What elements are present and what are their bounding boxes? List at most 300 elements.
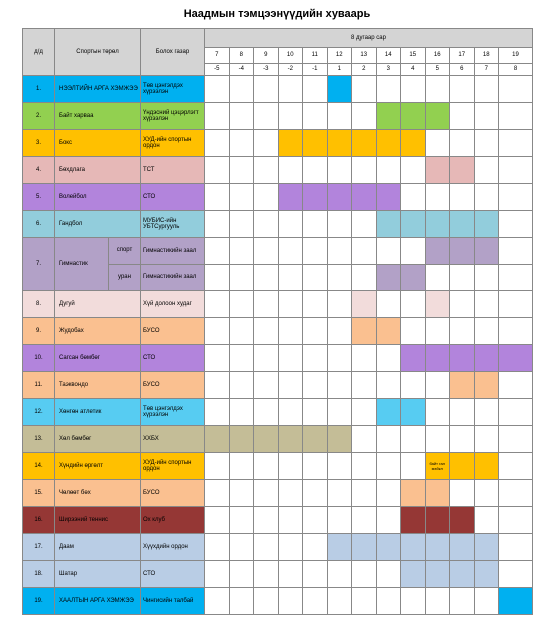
schedule-cell-filled xyxy=(474,453,499,480)
schedule-cell xyxy=(352,157,377,184)
schedule-cell-filled xyxy=(303,184,328,211)
schedule-cell xyxy=(229,238,254,265)
schedule-cell xyxy=(278,238,303,265)
schedule-cell xyxy=(376,453,401,480)
venue: СТО xyxy=(141,184,205,211)
table-row xyxy=(23,130,533,157)
schedule-cell-filled xyxy=(401,103,426,130)
schedule-cell-filled xyxy=(425,561,450,588)
schedule-cell xyxy=(474,426,499,453)
venue: БУСО xyxy=(141,318,205,345)
schedule-cell-filled xyxy=(425,211,450,238)
schedule-cell xyxy=(376,561,401,588)
schedule-cell xyxy=(254,372,279,399)
schedule-cell xyxy=(352,345,377,372)
row-number: 16. xyxy=(23,507,55,534)
row-number: 9. xyxy=(23,318,55,345)
venue: БУСО xyxy=(141,372,205,399)
venue: ТСТ xyxy=(141,157,205,184)
sport-name: Гимнастик xyxy=(55,238,109,291)
sport-name: Хүндийн өргөлт xyxy=(55,453,141,480)
schedule-cell-filled xyxy=(425,103,450,130)
schedule-cell xyxy=(303,399,328,426)
table-row xyxy=(23,184,533,211)
schedule-cell xyxy=(229,211,254,238)
schedule-cell xyxy=(499,291,533,318)
schedule-cell xyxy=(229,291,254,318)
schedule-cell xyxy=(327,480,352,507)
sport-name: Гандбол xyxy=(55,211,141,238)
venue: Ох клуб xyxy=(141,507,205,534)
schedule-cell xyxy=(474,264,499,291)
sport-name: Бөхдлага xyxy=(55,157,141,184)
schedule-cell xyxy=(229,453,254,480)
schedule-cell xyxy=(499,103,533,130)
schedule-cell-filled xyxy=(425,345,450,372)
schedule-cell xyxy=(450,103,475,130)
sport-name: Таэквондо xyxy=(55,372,141,399)
schedule-cell xyxy=(499,211,533,238)
table-row xyxy=(23,211,533,238)
schedule-cell xyxy=(229,318,254,345)
schedule-cell xyxy=(205,480,230,507)
schedule-cell xyxy=(303,238,328,265)
day-number: 7 xyxy=(205,48,230,64)
schedule-cell xyxy=(499,534,533,561)
header-place: Болох газар xyxy=(141,29,205,76)
schedule-table xyxy=(22,28,533,615)
schedule-cell xyxy=(401,291,426,318)
schedule-cell xyxy=(254,318,279,345)
schedule-cell-filled xyxy=(376,534,401,561)
schedule-cell xyxy=(352,453,377,480)
schedule-cell xyxy=(229,399,254,426)
day-number: 17 xyxy=(450,48,475,64)
schedule-cell xyxy=(254,103,279,130)
schedule-cell xyxy=(450,291,475,318)
schedule-cell-filled xyxy=(352,534,377,561)
schedule-cell-filled xyxy=(401,480,426,507)
schedule-cell xyxy=(229,157,254,184)
schedule-cell xyxy=(425,588,450,615)
schedule-cell xyxy=(254,211,279,238)
venue: ХУД-ийн спортын ордон xyxy=(141,130,205,157)
schedule-cell xyxy=(303,588,328,615)
schedule-cell xyxy=(327,372,352,399)
schedule-cell-filled xyxy=(450,534,475,561)
schedule-cell-filled xyxy=(376,264,401,291)
schedule-cell xyxy=(401,426,426,453)
day-number: 16 xyxy=(425,48,450,64)
schedule-cell-filled xyxy=(205,426,230,453)
table-row xyxy=(23,480,533,507)
sport-name: Волейбол xyxy=(55,184,141,211)
row-number: 11. xyxy=(23,372,55,399)
schedule-cell-filled xyxy=(327,426,352,453)
schedule-cell xyxy=(254,480,279,507)
table-row xyxy=(23,345,533,372)
table-row xyxy=(23,291,533,318)
schedule-cell-filled xyxy=(376,318,401,345)
schedule-cell xyxy=(278,291,303,318)
schedule-cell xyxy=(401,238,426,265)
schedule-cell xyxy=(352,507,377,534)
schedule-cell xyxy=(352,561,377,588)
schedule-cell xyxy=(254,130,279,157)
schedule-cell-filled xyxy=(474,372,499,399)
row-number: 5. xyxy=(23,184,55,211)
schedule-cell-filled xyxy=(278,184,303,211)
sport-name: Сагсан бөмбөг xyxy=(55,345,141,372)
schedule-cell-filled xyxy=(327,534,352,561)
schedule-cell xyxy=(229,561,254,588)
row-number: 12. xyxy=(23,399,55,426)
schedule-cell xyxy=(376,507,401,534)
venue: ХУД-ийн спортын ордон xyxy=(141,453,205,480)
schedule-cell xyxy=(474,318,499,345)
schedule-cell-filled xyxy=(450,211,475,238)
day-offset: -5 xyxy=(205,64,230,76)
table-row xyxy=(23,372,533,399)
venue: ХХБХ xyxy=(141,426,205,453)
schedule-cell-filled xyxy=(278,130,303,157)
schedule-cell xyxy=(474,184,499,211)
schedule-cell xyxy=(474,103,499,130)
schedule-cell xyxy=(425,372,450,399)
row-number: 3. xyxy=(23,130,55,157)
cell-note: байт гал мэйкл xyxy=(429,461,446,471)
schedule-cell xyxy=(254,588,279,615)
table-row xyxy=(23,426,533,453)
schedule-cell xyxy=(327,507,352,534)
row-number: 6. xyxy=(23,211,55,238)
schedule-cell xyxy=(425,318,450,345)
day-offset: 5 xyxy=(425,64,450,76)
sport-name: ХААЛТЫН АРГА ХЭМЖЭЭ xyxy=(55,588,141,615)
schedule-cell xyxy=(278,103,303,130)
schedule-cell-filled xyxy=(474,211,499,238)
schedule-cell xyxy=(450,480,475,507)
table-row xyxy=(23,76,533,103)
schedule-cell xyxy=(327,238,352,265)
schedule-cell xyxy=(352,264,377,291)
row-number: 17. xyxy=(23,534,55,561)
venue: Хүүхдийн ордон xyxy=(141,534,205,561)
schedule-cell-filled xyxy=(425,238,450,265)
venue: СТО xyxy=(141,561,205,588)
table-row xyxy=(23,318,533,345)
schedule-cell xyxy=(352,372,377,399)
schedule-cell-filled xyxy=(278,426,303,453)
sport-name: Дугуй xyxy=(55,291,141,318)
table-row xyxy=(23,534,533,561)
schedule-cell xyxy=(205,130,230,157)
schedule-cell-filled xyxy=(450,507,475,534)
schedule-cell xyxy=(278,76,303,103)
venue: Төв цэнгэлдэх хүрээлэн xyxy=(141,76,205,103)
schedule-cell xyxy=(450,588,475,615)
schedule-cell-filled xyxy=(401,507,426,534)
schedule-cell-filled xyxy=(376,399,401,426)
schedule-cell-filled xyxy=(450,561,475,588)
schedule-cell-filled xyxy=(352,130,377,157)
schedule-cell xyxy=(474,480,499,507)
schedule-cell xyxy=(327,399,352,426)
schedule-cell xyxy=(205,318,230,345)
schedule-cell-filled xyxy=(425,157,450,184)
schedule-cell-filled xyxy=(303,130,328,157)
schedule-cell xyxy=(425,184,450,211)
schedule-cell xyxy=(229,345,254,372)
schedule-cell-filled xyxy=(352,318,377,345)
schedule-cell xyxy=(205,291,230,318)
schedule-cell xyxy=(499,372,533,399)
schedule-cell xyxy=(303,318,328,345)
schedule-cell xyxy=(499,157,533,184)
day-offset: 4 xyxy=(401,64,426,76)
schedule-cell-filled xyxy=(352,184,377,211)
schedule-cell xyxy=(474,399,499,426)
schedule-cell-filled xyxy=(401,264,426,291)
schedule-cell xyxy=(401,453,426,480)
row-number: 1. xyxy=(23,76,55,103)
schedule-cell-filled xyxy=(425,507,450,534)
schedule-cell xyxy=(205,345,230,372)
schedule-cell xyxy=(254,184,279,211)
schedule-cell xyxy=(229,372,254,399)
schedule-cell xyxy=(205,184,230,211)
schedule-cell xyxy=(327,291,352,318)
schedule-cell xyxy=(499,399,533,426)
schedule-cell-filled xyxy=(376,211,401,238)
day-offset: 2 xyxy=(352,64,377,76)
schedule-cell xyxy=(303,291,328,318)
schedule-cell xyxy=(303,453,328,480)
schedule-cell xyxy=(278,318,303,345)
schedule-cell-filled xyxy=(425,453,450,480)
schedule-cell xyxy=(376,238,401,265)
schedule-cell xyxy=(254,345,279,372)
schedule-cell xyxy=(229,184,254,211)
schedule-cell xyxy=(254,76,279,103)
day-offset: 6 xyxy=(450,64,475,76)
schedule-cell-filled xyxy=(376,130,401,157)
table-row xyxy=(23,588,533,615)
schedule-cell-filled xyxy=(474,238,499,265)
day-number: 14 xyxy=(376,48,401,64)
schedule-cell xyxy=(278,157,303,184)
schedule-cell xyxy=(254,399,279,426)
schedule-cell xyxy=(376,426,401,453)
schedule-cell xyxy=(205,372,230,399)
schedule-cell xyxy=(499,76,533,103)
schedule-cell xyxy=(254,561,279,588)
sport-name: НЭЭЛТИЙН АРГА ХЭМЖЭЭ xyxy=(55,76,141,103)
schedule-cell xyxy=(499,238,533,265)
schedule-cell xyxy=(425,130,450,157)
schedule-cell-filled xyxy=(401,561,426,588)
schedule-cell xyxy=(499,507,533,534)
schedule-cell xyxy=(376,372,401,399)
row-number: 15. xyxy=(23,480,55,507)
schedule-cell-filled xyxy=(303,426,328,453)
schedule-cell xyxy=(376,480,401,507)
schedule-cell xyxy=(303,372,328,399)
schedule-cell-filled xyxy=(401,534,426,561)
schedule-cell xyxy=(401,184,426,211)
sport-name: Жудобах xyxy=(55,318,141,345)
schedule-cell xyxy=(303,534,328,561)
schedule-cell xyxy=(450,76,475,103)
schedule-cell-filled xyxy=(401,211,426,238)
day-offset: 8 xyxy=(499,64,533,76)
schedule-cell-filled xyxy=(425,534,450,561)
sport-name: Бокс xyxy=(55,130,141,157)
day-offset: -1 xyxy=(303,64,328,76)
row-number: 7. xyxy=(23,238,55,291)
schedule-cell-filled xyxy=(450,157,475,184)
day-number: 11 xyxy=(303,48,328,64)
schedule-cell-filled xyxy=(254,426,279,453)
schedule-cell-filled xyxy=(376,103,401,130)
table-row xyxy=(23,507,533,534)
schedule-cell-filled xyxy=(327,130,352,157)
table-row xyxy=(23,399,533,426)
sport-name: Ширээний теннис xyxy=(55,507,141,534)
schedule-cell xyxy=(205,238,230,265)
schedule-cell xyxy=(499,453,533,480)
schedule-cell-filled xyxy=(450,238,475,265)
schedule-cell xyxy=(376,157,401,184)
schedule-cell xyxy=(303,211,328,238)
day-offset: 3 xyxy=(376,64,401,76)
schedule-cell-filled xyxy=(425,291,450,318)
venue: СТО xyxy=(141,345,205,372)
schedule-cell xyxy=(450,184,475,211)
day-number: 15 xyxy=(401,48,426,64)
sport-subtype: спорт xyxy=(109,238,141,265)
row-number: 13. xyxy=(23,426,55,453)
schedule-cell xyxy=(229,480,254,507)
schedule-cell xyxy=(327,211,352,238)
schedule-cell-filled xyxy=(401,399,426,426)
schedule-cell xyxy=(278,211,303,238)
sport-name: Чөлөөт бөх xyxy=(55,480,141,507)
schedule-cell xyxy=(303,103,328,130)
venue: Чингисийн талбай xyxy=(141,588,205,615)
schedule-cell xyxy=(229,264,254,291)
schedule-cell xyxy=(303,561,328,588)
header-month: 8 дугаар сар xyxy=(205,29,533,48)
schedule-cell xyxy=(474,291,499,318)
venue: Төв цэнгэлдэх хүрээлэн xyxy=(141,399,205,426)
schedule-cell xyxy=(376,291,401,318)
schedule-cell xyxy=(376,345,401,372)
schedule-cell xyxy=(327,157,352,184)
schedule-cell xyxy=(376,76,401,103)
schedule-cell-filled xyxy=(425,480,450,507)
day-number: 19 xyxy=(499,48,533,64)
schedule-cell xyxy=(205,157,230,184)
row-number: 2. xyxy=(23,103,55,130)
day-number: 12 xyxy=(327,48,352,64)
schedule-cell xyxy=(499,318,533,345)
schedule-cell xyxy=(303,480,328,507)
schedule-cell-filled xyxy=(401,130,426,157)
schedule-cell-filled xyxy=(327,184,352,211)
schedule-cell xyxy=(229,534,254,561)
page-title: Наадмын тэмцээнүүдийн хуваарь xyxy=(183,8,371,20)
schedule-cell xyxy=(450,264,475,291)
schedule-cell xyxy=(205,399,230,426)
schedule-cell xyxy=(278,453,303,480)
table-row xyxy=(23,103,533,130)
schedule-cell-filled xyxy=(474,561,499,588)
schedule-cell xyxy=(229,103,254,130)
schedule-cell xyxy=(278,561,303,588)
schedule-cell xyxy=(450,426,475,453)
schedule-cell xyxy=(254,453,279,480)
venue: Хүй долоон худаг xyxy=(141,291,205,318)
schedule-cell xyxy=(352,399,377,426)
schedule-cell-filled xyxy=(474,345,499,372)
sport-name: Хөнгөн атлетик xyxy=(55,399,141,426)
schedule-cell xyxy=(352,480,377,507)
schedule-cell xyxy=(327,588,352,615)
schedule-cell xyxy=(425,76,450,103)
schedule-cell xyxy=(450,318,475,345)
table-row xyxy=(23,561,533,588)
schedule-cell xyxy=(499,561,533,588)
schedule-cell xyxy=(229,76,254,103)
row-number: 18. xyxy=(23,561,55,588)
table-row xyxy=(23,157,533,184)
schedule-cell xyxy=(278,399,303,426)
day-number: 18 xyxy=(474,48,499,64)
schedule-cell xyxy=(352,238,377,265)
schedule-cell xyxy=(352,103,377,130)
schedule-cell xyxy=(401,76,426,103)
schedule-cell xyxy=(254,507,279,534)
row-number: 19. xyxy=(23,588,55,615)
schedule-cell-filled xyxy=(450,453,475,480)
schedule-cell xyxy=(327,453,352,480)
schedule-cell xyxy=(254,264,279,291)
schedule-cell xyxy=(303,157,328,184)
schedule-cell xyxy=(499,480,533,507)
schedule-cell xyxy=(352,426,377,453)
schedule-cell xyxy=(499,184,533,211)
header-index: д/д xyxy=(23,29,55,76)
schedule-cell xyxy=(425,399,450,426)
venue: Гимнастикийн заал xyxy=(141,264,205,291)
day-offset: 1 xyxy=(327,64,352,76)
schedule-cell xyxy=(450,130,475,157)
schedule-cell xyxy=(401,372,426,399)
schedule-cell xyxy=(278,507,303,534)
sport-subtype: уран xyxy=(109,264,141,291)
day-number: 8 xyxy=(229,48,254,64)
schedule-cell-filled xyxy=(327,76,352,103)
schedule-cell xyxy=(401,588,426,615)
schedule-cell xyxy=(278,534,303,561)
schedule-cell xyxy=(474,130,499,157)
schedule-cell xyxy=(229,588,254,615)
schedule-cell-filled xyxy=(450,372,475,399)
schedule-cell xyxy=(499,426,533,453)
schedule-cell xyxy=(205,507,230,534)
schedule-cell xyxy=(474,507,499,534)
